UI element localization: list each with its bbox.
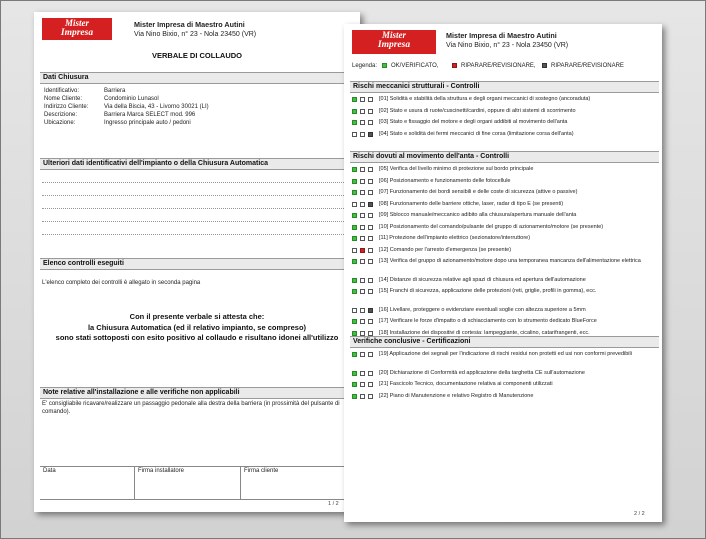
status-checkbox[interactable] [352,352,357,357]
company-header [446,31,568,50]
status-checkbox[interactable] [360,167,365,172]
logo-line-1: Mister [64,18,89,28]
company-name: Mister Impresa di Maestro Autini [446,31,557,40]
field-label: Ubicazione: [44,120,76,126]
status-checkbox[interactable] [368,248,373,253]
status-checkbox[interactable] [368,97,373,102]
legend-riparare-text: RIPARARE/REVISIONARE, [461,63,536,69]
section-elenco-controlli: Elenco controlli eseguiti [40,258,360,270]
status-checkbox[interactable] [352,394,357,399]
checklist-item-text: [16] Livellare, proteggere o evidenziare eventuali soglie con altezza superiore a 5mm [379,306,586,313]
company-logo [352,30,436,54]
status-checkbox[interactable] [352,179,357,184]
dotted-line [42,195,352,196]
company-logo [42,18,112,40]
status-checkbox[interactable] [352,382,357,387]
company-address: Via Nino Bixio, n° 23 - Nola 23450 (VR) [446,42,569,49]
legend-revisionare-text: RIPARARE/REVISIONARE [551,63,624,69]
status-checkbox[interactable] [352,167,357,172]
status-checkbox[interactable] [368,109,373,114]
section-dati-chiusura: Dati Chiusura [40,72,360,84]
status-checkbox[interactable] [352,278,357,283]
checklist-section-title: Rischi dovuti al movimento dell'anta - Controlli [350,151,659,163]
document-title: VERBALE DI COLLAUDO [152,51,242,60]
checklist-item-text: [11] Protezione dell'impianto elettrico (sezionatore/interruttore) [379,235,531,241]
status-checkbox[interactable] [368,167,373,172]
status-checkbox[interactable] [360,120,365,125]
status-checkbox[interactable] [368,259,373,264]
status-checkbox[interactable] [368,371,373,376]
signature-divider [134,467,135,499]
status-checkbox[interactable] [368,213,373,218]
page-number: 2 / 2 [634,511,645,517]
status-checkbox[interactable] [352,248,357,253]
status-checkbox[interactable] [360,394,365,399]
status-checkbox[interactable] [352,225,357,230]
page-number: 1 / 2 [328,501,339,507]
field-value: Condominio Lunasol [104,96,159,102]
status-checkbox[interactable] [352,97,357,102]
status-checkbox[interactable] [360,382,365,387]
status-checkbox[interactable] [360,179,365,184]
checklist-item-text: [04] Stato e solidità dei fermi meccanici di fine corsa (limitazione corsa dell'anta) [379,130,574,137]
status-checkbox[interactable] [360,190,365,195]
checklist-item-text: [05] Verifica del livello minimo di protezione sul bordo principale [379,166,534,172]
checklist-item-text: [17] Verificare le forze d'impatto o di schiacciamento con lo strumento dedicato BlueForce [379,318,597,324]
field-label: Descrizione: [44,112,78,118]
legend-ok-swatch [382,63,387,68]
checklist-item-text: [02] Stato e usura di ruote/cuscinetti/cardini, oppure di altri sistemi di scorrimento [379,107,576,114]
legend-revisionare-swatch [542,63,547,68]
status-checkbox[interactable] [368,308,373,313]
status-checkbox[interactable] [368,132,373,137]
field-value: Barriera [104,88,126,94]
status-checkbox[interactable] [352,259,357,264]
status-checkbox[interactable] [352,132,357,137]
dotted-line [42,234,352,235]
status-checkbox[interactable] [368,190,373,195]
status-checkbox[interactable] [352,202,357,207]
status-checkbox[interactable] [352,319,357,324]
status-checkbox[interactable] [368,120,373,125]
status-checkbox[interactable] [360,225,365,230]
checklist-item-text: [14] Distanze di sicurezza relative agli spazi di chiusura ed apertura dell'automazione [379,276,586,283]
checklist-item-text: [15] Franchi di sicurezza, applicazione delle protezioni (reti, griglie, profili in gomma), ecc. [379,288,597,294]
logo-line-1: Mister [381,30,406,40]
status-checkbox[interactable] [360,236,365,241]
status-checkbox[interactable] [360,202,365,207]
status-checkbox[interactable] [352,213,357,218]
field-label: Nome Cliente: [44,96,83,102]
status-checkbox[interactable] [368,202,373,207]
status-checkbox[interactable] [360,259,365,264]
status-checkbox[interactable] [368,319,373,324]
checklist-item-text: [12] Comando per l'arresto d'emergenza (se presente) [379,246,512,253]
legend [352,62,658,72]
checklist-item-text: [09] Sblocco manuale/meccanico adibito alla chiusura/apertura manuale dell'anta [379,212,577,218]
logo-line-2: Impresa [377,40,411,50]
checklist-item-text: [06] Posizionamento e funzionamento delle fotocellule [379,177,511,184]
statement-line: Con il presente verbale si attesta che: [129,312,265,321]
status-checkbox[interactable] [360,132,365,137]
document-page-2 [344,24,662,522]
status-checkbox[interactable] [352,331,357,336]
checklist-item-text: [19] Applicazione dei segnali per l'indicazione di rischi residui non protetti ed usi non conformi prevedibili [379,351,632,357]
status-checkbox[interactable] [368,236,373,241]
checklist-item-text: [01] Solidità e stabilità della struttura e degli organi meccanici di sostegno (ancoraduta) [379,96,591,102]
status-checkbox[interactable] [360,371,365,376]
checklist-item-text: [08] Funzionamento delle barriere ottiche, laser, radar di tipo E (se presenti) [379,200,564,207]
field-value: Ingresso principale auto / pedoni [104,120,191,126]
status-checkbox[interactable] [368,278,373,283]
signature-block [40,466,357,500]
company-header [134,20,256,39]
field-label: Identificativo: [44,88,80,94]
legend-riparare-swatch [452,63,457,68]
status-checkbox[interactable] [368,394,373,399]
field-label: Indirizzo Cliente: [44,104,89,110]
checklist-section-title: Rischi meccanici strutturali - Controlli [350,81,659,93]
checklist-item-text: [10] Posizionamento del comando/pulsante del gruppo di azionamento/motore (se presente) [379,223,604,230]
company-address: Via Nino Bixio, n° 23 - Nola 23450 (VR) [134,31,257,38]
dotted-line [42,221,352,222]
note-text: E' consigliabile ricavare/realizzare un passaggio pedonale alla destra della barriera (in prossimità del pulsante di comando). [42,401,340,415]
checklist-item-text: [20] Dichiarazione di Conformità ed applicazione della targhetta CE sull'automazione [379,369,585,376]
checklist-item-text: [13] Verifica del gruppo di azionamento/motore dopo una temporanea mancanza dell'alimentazione elettrica [379,258,641,264]
section-ulteriori-dati: Ulteriori dati identificativi dell'impianto o della Chiusura Automatica [40,158,360,170]
signature-divider [240,467,241,499]
attestation-statement [34,312,360,344]
status-checkbox[interactable] [360,97,365,102]
status-checkbox[interactable] [368,331,373,336]
status-checkbox[interactable] [368,289,373,294]
status-checkbox[interactable] [360,289,365,294]
status-checkbox[interactable] [368,225,373,230]
logo-line-2: Impresa [60,28,94,38]
checklist-item-text: [21] Fascicolo Tecnico, documentazione relativa ai componenti utilizzati [379,381,553,387]
statement-line: sono stati sottoposti con esito positivo al collaudo e risultano idonei all'utilizzo [55,333,339,342]
field-value: Barriera Marca SELECT mod. 996 [104,112,196,118]
checklist-item-text: [22] Piano di Manutenzione e relativo Registro di Manutenzione [379,392,534,399]
signature-data-label: Data [43,468,56,474]
status-checkbox[interactable] [360,308,365,313]
signature-installatore-label: Firma installatore [138,468,185,474]
field-values [104,87,209,127]
status-checkbox[interactable] [352,109,357,114]
status-checkbox[interactable] [360,109,365,114]
status-checkbox[interactable] [352,289,357,294]
status-checkbox[interactable] [352,371,357,376]
statement-line: la Chiusura Automatica (ed il relativo impianto, se compreso) [87,322,307,332]
dotted-line [42,208,352,209]
status-checkbox[interactable] [360,278,365,283]
checklist-item-text: [18] Installazione dei dispositivi di cortesia: lampeggiante, cicalino, catarifrangenti, ecc. [379,329,590,336]
document-page-1 [34,12,360,512]
dotted-line [42,182,352,183]
status-checkbox[interactable] [360,331,365,336]
field-value: Via della Biscia, 43 - Livorno 30021 (LI) [104,104,209,110]
checklist-section-title: Verifiche conclusive - Certificazioni [350,336,659,348]
status-checkbox[interactable] [360,352,365,357]
status-checkbox[interactable] [352,236,357,241]
field-labels [44,87,88,127]
status-checkbox[interactable] [360,213,365,218]
checklist-item-text: [07] Funzionamento dei bordi sensibili e delle coste di sicurezza (attive o passive) [379,189,578,195]
status-checkbox[interactable] [368,352,373,357]
section-note: Note relative all'installazione e alle verifiche non applicabili [40,387,360,399]
elenco-text: L'elenco completo dei controlli è allegato in seconda pagina [42,280,201,286]
checklist-item-text: [03] Stato e fissaggio del motore e degli organi addibiti al movimento dell'anta [379,119,568,125]
status-checkbox[interactable] [360,319,365,324]
company-name: Mister Impresa di Maestro Autini [134,20,245,29]
status-checkbox[interactable] [352,308,357,313]
legend-ok-text: OK/VERIFICATO, [391,63,439,69]
signature-cliente-label: Firma cliente [244,468,279,474]
status-checkbox[interactable] [368,179,373,184]
legend-label: Legenda: [352,63,378,69]
status-checkbox[interactable] [352,190,357,195]
status-checkbox[interactable] [368,382,373,387]
status-checkbox[interactable] [352,120,357,125]
status-checkbox[interactable] [360,248,365,253]
